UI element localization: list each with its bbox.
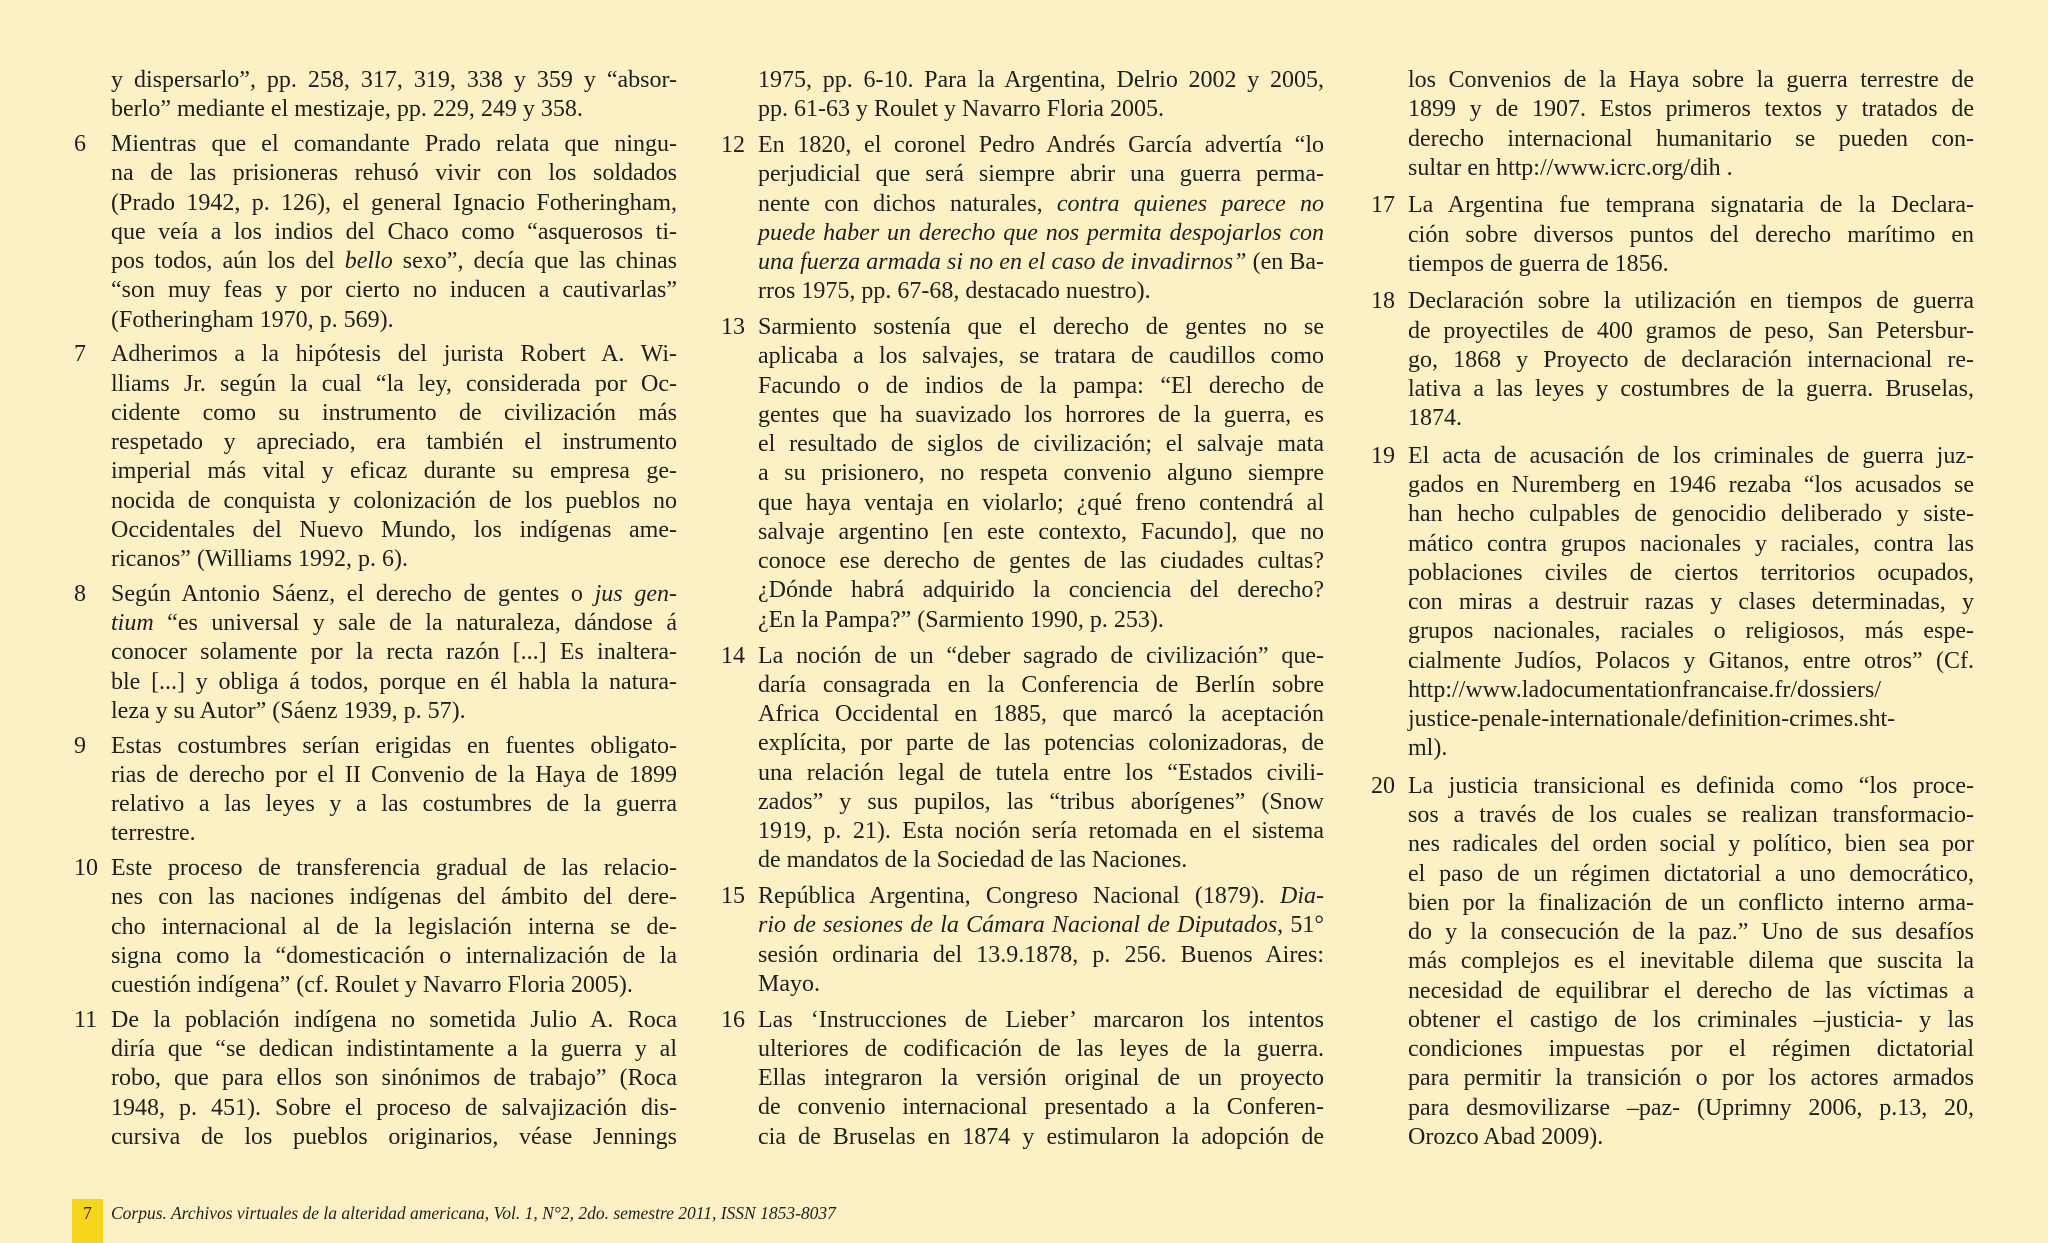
- endnote-17: [1371, 191, 1974, 279]
- text-run: sexo”, decía que las chinas: [392, 248, 677, 274]
- endnote-line: de convenio internacional presentado a la Conferen-: [758, 1094, 1324, 1121]
- endnote-line: Occidentales del Nuevo Mundo, los indígenas ame-: [111, 516, 677, 543]
- endnote-line: 1919, p. 21). Esta noción sería retomada en el sistema: [758, 818, 1324, 845]
- endnote-line: cia de Bruselas en 1874 y estimularon la adopción de: [758, 1123, 1324, 1150]
- endnote-line: nes con las naciones indígenas del ámbito del dere-: [111, 884, 677, 911]
- endnotes-column-3: [1371, 66, 1974, 1152]
- endnote-number: 10: [74, 855, 98, 881]
- endnote-number: 20: [1371, 772, 1395, 799]
- endnote-line: Mayo.: [758, 970, 820, 997]
- endnote-number: 16: [721, 1006, 745, 1033]
- endnote-line: una relación legal de tutela entre los “Estados civili-: [758, 759, 1324, 786]
- endnote-line: ble [...] y obliga á todos, porque en él habla la natura-: [111, 668, 677, 695]
- endnote-line: nes radicales del orden social y político, bien sea por: [1408, 831, 1974, 858]
- endnote-number: 14: [721, 642, 745, 669]
- endnote-number: 15: [721, 883, 745, 910]
- endnote-line: [111, 609, 677, 638]
- endnote-line: ción sobre diversos puntos del derecho marítimo en: [1408, 221, 1974, 248]
- endnote-line: cursiva de los pueblos originarios, véase Jennings: [111, 1123, 677, 1150]
- endnote-line: de mandatos de la Sociedad de las Naciones.: [758, 847, 1188, 874]
- text-run: República Argentina, Congreso Nacional (1879).: [758, 883, 1280, 910]
- endnote-line: perjudicial que será siempre abrir una guerra perma-: [758, 161, 1324, 188]
- endnote-line: necesidad de equilibrar el derecho de las víctimas a: [1408, 977, 1974, 1004]
- italic-text-run: bello: [344, 248, 393, 274]
- endnote-line: La noción de un “deber sagrado de civilización” que-: [758, 642, 1324, 669]
- endnote-line: 1899 y de 1907. Estos primeros textos y tratados de: [1408, 96, 1974, 123]
- endnote-line: sos a través de los cuales se realizan transformacio-: [1408, 802, 1974, 828]
- endnote-line: ulteriores de codificación de las leyes de la guerra.: [758, 1035, 1324, 1062]
- endnote-line: el paso de un régimen dictatorial a uno democrático,: [1408, 860, 1974, 887]
- text-run: nente con dichos naturales,: [758, 190, 1057, 217]
- endnote-line: explícita, por parte de las potencias colonizadoras, de: [758, 730, 1324, 757]
- endnotes-column-2: [721, 66, 1324, 1152]
- endnote-line: sesión ordinaria del 13.9.1878, p. 256. Buenos Aires:: [758, 941, 1324, 968]
- endnote-line: tiempos de guerra de 1856.: [1408, 250, 1669, 277]
- endnote-line: Mientras que el comandante Prado relata que ningu-: [111, 131, 677, 157]
- endnote-line: zados” y sus pupilos, las “tribus aborígenes” (Snow: [758, 788, 1324, 815]
- text-run: (en Ba-: [1246, 249, 1325, 276]
- endnote-line: En 1820, el coronel Pedro Andrés García advertía “lo: [758, 132, 1324, 159]
- endnote-line: 1948, p. 451). Sobre el proceso de salvajización dis-: [111, 1094, 677, 1121]
- endnote-number: 19: [1371, 442, 1395, 469]
- endnote-line: [111, 247, 677, 276]
- endnote-16: [721, 1006, 1324, 1152]
- endnote-6: [74, 130, 677, 335]
- endnote-line: mático contra grupos nacionales y raciales, contra las: [1408, 530, 1974, 557]
- endnote-line: conoce ese derecho de gentes de las ciudades cultas?: [758, 548, 1324, 575]
- endnote-line: relativo a las leyes y a las costumbres de la guerra: [111, 791, 677, 817]
- endnote-line: daría consagrada en la Conferencia de Berlín sobre: [758, 671, 1324, 698]
- italic-text-run: tium: [111, 610, 154, 636]
- endnote-line: derecho internacional humanitario se pueden con-: [1408, 125, 1974, 152]
- endnote-line: sultar en http://www.icrc.org/dih .: [1408, 154, 1733, 181]
- endnote-number: 11: [74, 1006, 98, 1033]
- page-number-box: [72, 1199, 103, 1243]
- endnote-12: [721, 131, 1324, 307]
- endnote-line: cuestión indígena” (cf. Roulet y Navarro Floria 2005).: [111, 972, 633, 998]
- endnote-continuation: [1371, 66, 1974, 183]
- italic-text-run: Dia-: [1280, 883, 1324, 910]
- italic-text-run: jus gen-: [594, 580, 677, 607]
- endnote-line: 1874.: [1408, 405, 1462, 432]
- endnote-line: pp. 61-63 y Roulet y Navarro Floria 2005.: [758, 96, 1164, 123]
- endnote-line: ricanos” (Williams 1992, p. 6).: [111, 546, 408, 572]
- endnote-number: 12: [721, 132, 745, 159]
- text-run: “es universal y sale de la naturaleza, dándose á: [153, 610, 677, 636]
- endnote-line: rros 1975, pp. 67-68, destacado nuestro).: [758, 278, 1151, 305]
- endnote-14: [721, 642, 1324, 876]
- endnote-18: [1371, 287, 1974, 433]
- endnote-line: grupos nacionales, raciales o religiosos, más espe-: [1408, 618, 1974, 645]
- journal-citation: Corpus. Archivos virtuales de la alteridad americana, Vol. 1, N°2, 2do. semestre 2011, ISSN 1853-8037: [111, 1203, 836, 1223]
- endnote-11: [74, 1006, 677, 1152]
- endnote-line: berlo” mediante el mestizaje, pp. 229, 249 y 358.: [111, 96, 583, 123]
- endnote-line: Orozco Abad 2009).: [1408, 1123, 1604, 1150]
- endnote-line: de proyectiles de 400 gramos de peso, San Petersbur-: [1408, 317, 1974, 344]
- endnote-19: [1371, 442, 1974, 764]
- endnote-line: rias de derecho por el II Convenio de la Haya de 1899: [111, 761, 677, 788]
- endnote-line: gentes que ha suavizado los horrores de la guerra, es: [758, 401, 1324, 428]
- text-run: , 51°: [1277, 912, 1324, 939]
- endnote-line: signa como la “domesticación o internalización de la: [111, 942, 677, 969]
- endnote-line: más complejos es el inevitable dilema que suscita la: [1408, 948, 1974, 975]
- endnote-line: El acta de acusación de los criminales de guerra juz-: [1408, 442, 1974, 469]
- endnote-line: lativa a las leyes y costumbres de la guerra. Bruselas,: [1408, 376, 1974, 402]
- endnote-line: Este proceso de transferencia gradual de las relacio-: [111, 855, 677, 881]
- endnote-10: [74, 854, 677, 1000]
- endnote-7: [74, 340, 677, 574]
- endnote-continuation: [74, 66, 677, 125]
- endnote-line: Ellas integraron la versión original de un proyecto: [758, 1065, 1324, 1092]
- text-run: Según Antonio Sáenz, el derecho de gentes o: [111, 580, 595, 607]
- italic-text-run: una fuerza armada si no en el caso de invadirnos”: [758, 249, 1247, 276]
- endnote-line: [758, 190, 1324, 219]
- endnote-line: Declaración sobre la utilización en tiempos de guerra: [1408, 288, 1974, 315]
- endnote-line: ¿Dónde habrá adquirido la conciencia del derecho?: [758, 577, 1324, 604]
- endnote-line: La Argentina fue temprana signataria de la Declara-: [1408, 192, 1974, 219]
- endnote-line: [758, 911, 1324, 940]
- endnote-line: ml).: [1408, 735, 1448, 762]
- endnote-line: justice-penale-internationale/definition-crimes.sht-: [1408, 706, 1896, 732]
- endnote-line: (Fotheringham 1970, p. 569).: [111, 306, 394, 333]
- endnote-line: nocida de conquista y colonización de los pueblos no: [111, 487, 677, 514]
- endnote-line: y dispersarlo”, pp. 258, 317, 319, 338 y 359 y “absor-: [111, 67, 677, 93]
- endnote-line: los Convenios de la Haya sobre la guerra terrestre de: [1408, 67, 1974, 93]
- endnote-line: terrestre.: [111, 820, 196, 847]
- endnote-number: 13: [721, 314, 745, 341]
- endnote-line: condiciones impuestas por el régimen dictatorial: [1408, 1036, 1974, 1062]
- endnote-line: que haya ventaja en violarlo; ¿qué freno contendrá al: [758, 489, 1324, 516]
- endnote-line: imperial más vital y eficaz durante su empresa ge-: [111, 458, 677, 485]
- endnote-line: Sarmiento sostenía que el derecho de gentes no se: [758, 314, 1324, 341]
- endnote-line: [758, 882, 1324, 911]
- endnote-number: 17: [1371, 192, 1395, 219]
- italic-text-run: puede haber un derecho que nos permita despojarlos con: [758, 219, 1324, 246]
- endnotes-column-1: [74, 66, 677, 1152]
- endnote-number: 9: [74, 732, 86, 759]
- endnote-line: cidente como su instrumento de civilización más: [111, 399, 677, 426]
- endnote-line: gados en Nuremberg en 1946 rezaba “los acusados se: [1408, 472, 1974, 498]
- endnote-line: ¿En la Pampa?” (Sarmiento 1990, p. 253).: [758, 606, 1164, 633]
- endnote-20: [1371, 772, 1974, 1152]
- endnote-line: poblaciones civiles de ciertos territorios ocupados,: [1408, 559, 1974, 586]
- endnote-line: para permitir la transición o por los actores armados: [1408, 1065, 1974, 1092]
- endnote-9: [74, 732, 677, 849]
- endnote-13: [721, 313, 1324, 635]
- page-number: 7: [83, 1203, 92, 1223]
- endnote-line: con miras a destruir razas y clases determinadas, y: [1408, 589, 1974, 615]
- endnote-number: 18: [1371, 288, 1395, 315]
- endnote-line: cialmente Judíos, Polacos y Gitanos, entre otros” (Cf.: [1408, 647, 1974, 674]
- italic-text-run: contra quienes parece no: [1056, 190, 1324, 217]
- endnote-line: Facundo o de indios de la pampa: “El derecho de: [758, 372, 1324, 399]
- endnote-8: [74, 580, 677, 726]
- endnote-line: salvaje argentino [en este contexto, Facundo], que no: [758, 518, 1324, 545]
- endnote-line: go, 1868 y Proyecto de declaración internacional re-: [1408, 346, 1974, 373]
- endnote-line: para desmovilizarse –paz- (Uprimny 2006, p.13, 20,: [1408, 1094, 1974, 1121]
- endnote-line: Estas costumbres serían erigidas en fuentes obligato-: [111, 732, 677, 759]
- endnote-line: a su prisionero, no respeta convenio alguno siempre: [758, 460, 1324, 487]
- endnote-line: [758, 248, 1324, 277]
- endnote-line: La justicia transicional es definida como “los proce-: [1408, 772, 1974, 799]
- endnote-number: 7: [74, 341, 86, 368]
- endnote-line: (Prado 1942, p. 126), el general Ignacio Fotheringham,: [111, 189, 677, 216]
- italic-text-run: rio de sesiones de la Cámara Nacional de Diputados: [758, 912, 1278, 939]
- endnote-line: na de las prisioneras rehusó vivir con los soldados: [111, 160, 677, 187]
- endnote-line: robo, que para ellos son sinónimos de trabajo” (Roca: [111, 1065, 677, 1092]
- endnote-line: “son muy feas y por cierto no inducen a cautivarlas”: [111, 277, 677, 304]
- endnote-line: el resultado de siglos de civilización; el salvaje mata: [758, 431, 1324, 458]
- endnote-line: respetado y apreciado, era también el instrumento: [111, 429, 677, 455]
- endnote-line: Las ‘Instrucciones de Lieber’ marcaron los intentos: [758, 1006, 1324, 1033]
- endnote-line: 1975, pp. 6-10. Para la Argentina, Delrio 2002 y 2005,: [758, 67, 1324, 93]
- endnote-line: Africa Occidental en 1885, que marcó la aceptación: [758, 701, 1324, 728]
- endnote-line: conocer solamente por la recta razón [...] Es inaltera-: [111, 639, 677, 666]
- endnote-line: lliams Jr. según la cual “la ley, considerada por Oc-: [111, 370, 677, 397]
- endnote-line: diría que “se dedican indistintamente a la guerra y al: [111, 1036, 677, 1062]
- endnote-line: leza y su Autor” (Sáenz 1939, p. 57).: [111, 697, 466, 724]
- endnote-line: obtener el castigo de los criminales –justicia- y las: [1408, 1006, 1974, 1033]
- endnote-line: [111, 580, 677, 609]
- text-run: pos todos, aún los del: [111, 248, 345, 274]
- endnote-line: aplicaba a los salvajes, se tratara de caudillos como: [758, 343, 1324, 370]
- endnote-line: De la población indígena no sometida Julio A. Roca: [111, 1006, 677, 1033]
- endnote-line: han hecho culpables de genocidio deliberado y siste-: [1408, 501, 1974, 528]
- endnote-line: [758, 219, 1324, 248]
- endnote-number: 8: [74, 580, 86, 607]
- endnote-line: bien por la finalización de un conflicto interno arma-: [1408, 889, 1974, 916]
- endnote-15: [721, 882, 1324, 999]
- endnote-number: 6: [74, 131, 86, 157]
- endnote-line: do y la consecución de la paz.” Uno de sus desafíos: [1408, 919, 1974, 945]
- endnote-line: Adherimos a la hipótesis del jurista Robert A. Wi-: [111, 341, 677, 368]
- endnote-line: cho internacional al de la legislación interna se de-: [111, 913, 677, 940]
- endnote-continuation: [721, 66, 1324, 125]
- endnote-line: http://www.ladocumentationfrancaise.fr/dossiers/: [1408, 676, 1881, 703]
- endnote-line: que veía a los indios del Chaco como “asquerosos ti-: [111, 218, 677, 245]
